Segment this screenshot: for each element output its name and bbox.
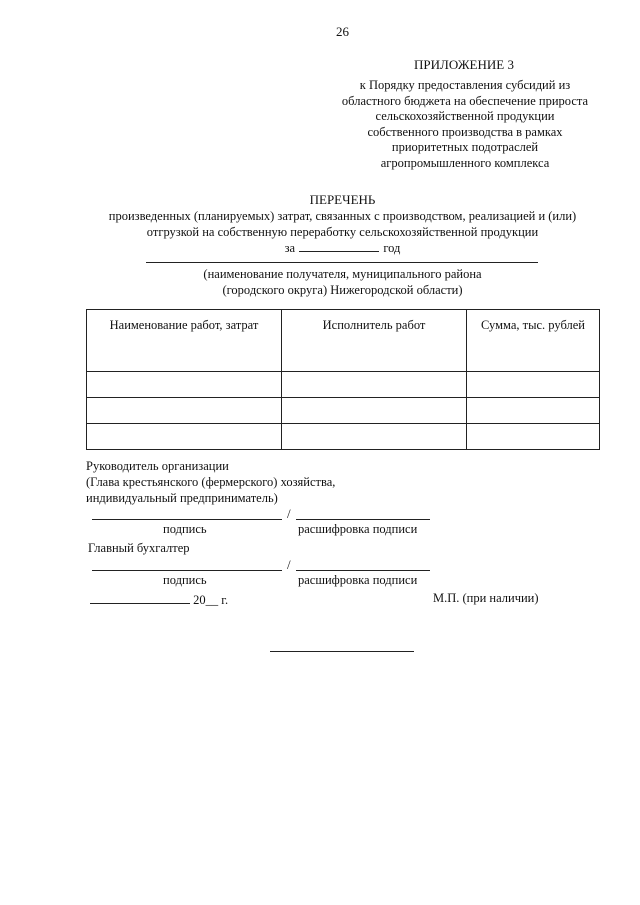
date-suffix: 20__ г.	[193, 593, 229, 607]
appendix-title: ПРИЛОЖЕНИЕ 3	[414, 57, 514, 72]
head-signature-caption: подпись	[163, 522, 207, 536]
year-line	[0, 240, 640, 255]
accountant-decoding-caption: расшифровка подписи	[298, 573, 418, 587]
table-cell	[87, 398, 282, 424]
recipient-caption-line: (наименование получателя, муниципального района	[203, 267, 482, 281]
chief-accountant-label: Главный бухгалтер	[88, 541, 190, 555]
table-cell	[282, 372, 467, 398]
year-prefix: за	[284, 241, 296, 255]
column-header-sum: Сумма, тыс. рублей	[467, 310, 600, 372]
table-cell	[467, 398, 600, 424]
appendix-note-line: собственного производства в рамках	[367, 124, 563, 139]
appendix-note-line: агропромышленного комплекса	[380, 155, 550, 170]
table-cell	[467, 424, 600, 450]
table-cell	[87, 424, 282, 450]
accountant-signature-separator: /	[287, 557, 291, 572]
appendix-note	[320, 78, 610, 172]
accountant-decoding-line	[296, 570, 430, 571]
head-of-organization-label	[86, 458, 335, 506]
head-signature-separator: /	[287, 506, 291, 521]
head-decoding-caption: расшифровка подписи	[298, 522, 418, 536]
document-subtitle-line: отгрузкой на собственную переработку сельскохозяйственной продукции	[146, 224, 539, 239]
date-line	[90, 592, 228, 607]
recipient-name-line	[146, 262, 538, 263]
document-subtitle	[60, 209, 625, 240]
appendix-note-line: к Порядку предоставления субсидий из	[359, 78, 571, 92]
table-cell	[467, 372, 600, 398]
year-suffix: год	[383, 241, 401, 255]
accountant-signature-line	[92, 570, 282, 571]
head-label-line: Руководитель организации	[86, 459, 229, 473]
stamp-label: М.П. (при наличии)	[433, 591, 539, 605]
appendix-note-line: сельскохозяйственной продукции	[375, 109, 555, 124]
head-signature-line	[92, 519, 282, 520]
year-blank	[299, 240, 379, 252]
head-decoding-line	[296, 519, 430, 520]
table-row	[87, 424, 600, 450]
head-label-line: (Глава крестьянского (фермерского) хозяйства,	[86, 475, 336, 489]
table-header-row	[87, 310, 600, 372]
head-label-line: индивидуальный предприниматель)	[86, 491, 278, 505]
appendix-note-line: приоритетных подотраслей	[391, 140, 539, 155]
table-cell	[282, 424, 467, 450]
recipient-caption-line: (городского округа) Нижегородской области)	[222, 283, 463, 297]
date-blank	[90, 592, 190, 604]
table-cell	[87, 372, 282, 398]
column-header-executor: Исполнитель работ	[282, 310, 467, 372]
accountant-signature-caption: подпись	[163, 573, 207, 587]
document-subtitle-line: произведенных (планируемых) затрат, связанных с производством, реализацией и (или)	[108, 209, 577, 223]
table-row	[87, 372, 600, 398]
table-row	[87, 398, 600, 424]
appendix-note-line: областного бюджета на обеспечение прироста	[341, 93, 589, 108]
recipient-caption	[0, 266, 640, 298]
column-header-work: Наименование работ, затрат	[87, 310, 282, 372]
table-cell	[282, 398, 467, 424]
cost-table	[86, 309, 600, 450]
page-number: 26	[336, 24, 349, 39]
document-title: ПЕРЕЧЕНЬ	[309, 192, 376, 207]
bottom-rule	[270, 651, 414, 652]
